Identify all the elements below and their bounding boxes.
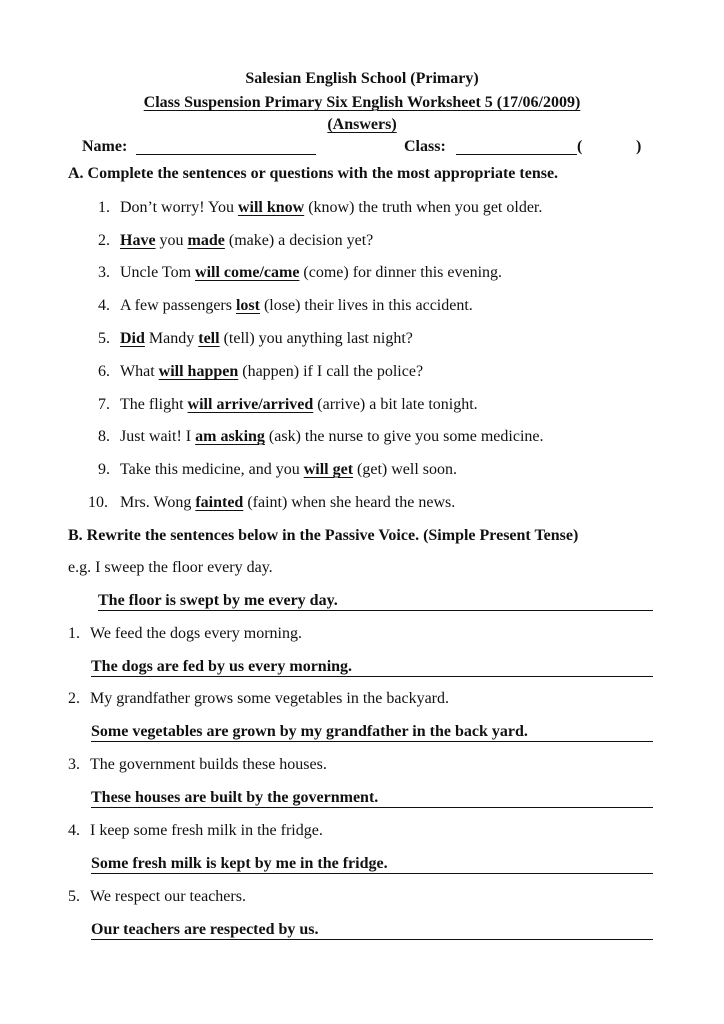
class-number-close-paren: ) — [636, 138, 642, 155]
question-text: I keep some fresh milk in the fridge. — [90, 822, 323, 839]
question-text: We feed the dogs every morning. — [90, 625, 302, 642]
item-text: (get) well soon. — [353, 461, 458, 478]
section-b-answer: Some vegetables are grown by my grandfather in the back yard. — [91, 723, 653, 742]
section-b-answer: Our teachers are respected by us. — [91, 921, 653, 940]
question-text: The government builds these houses. — [90, 756, 327, 773]
item-number: 5. — [98, 330, 110, 347]
item-number: 4. — [98, 297, 110, 314]
answers-label-wrap — [0, 116, 724, 134]
answer-word: will happen — [158, 363, 239, 380]
item-number: 9. — [98, 461, 110, 478]
section-b-question — [68, 822, 323, 840]
item-number: 2. — [98, 232, 110, 249]
section-b-answer: Some fresh milk is kept by me in the fridge. — [91, 855, 653, 874]
answer-word: Did — [120, 330, 145, 347]
section-a-item — [98, 264, 502, 282]
item-number: 1. — [98, 199, 110, 216]
example-question: e.g. I sweep the floor every day. — [68, 559, 273, 576]
answer-word: will get — [303, 461, 354, 478]
section-a-item — [98, 297, 473, 315]
section-b-answer: The dogs are fed by us every morning. — [91, 658, 653, 677]
item-text: Just wait! I — [120, 428, 196, 445]
worksheet-title-wrap — [0, 94, 724, 112]
item-number: 1. — [68, 625, 80, 642]
item-number: 3. — [68, 756, 80, 773]
class-number-open-paren: ( — [577, 138, 583, 155]
section-a-heading: A. Complete the sentences or questions with the most appropriate tense. — [68, 165, 559, 182]
item-text: Mandy — [144, 330, 199, 347]
item-text: What — [120, 363, 159, 380]
item-text: (tell) you anything last night? — [219, 330, 413, 347]
name-blank — [136, 154, 316, 155]
item-number: 5. — [68, 888, 80, 905]
section-b-question — [68, 756, 327, 774]
school-name: Salesian English School (Primary) — [245, 70, 479, 87]
item-text: Uncle Tom — [120, 264, 196, 281]
section-b-question — [68, 690, 449, 708]
item-number: 6. — [98, 363, 110, 380]
item-text: The flight — [120, 396, 188, 413]
answer-word: tell — [198, 330, 220, 347]
section-b-heading: B. Rewrite the sentences below in the Passive Voice. (Simple Present Tense) — [68, 527, 579, 544]
answer-word: made — [187, 232, 225, 249]
answer-word: lost — [235, 297, 260, 314]
answer-word: will come/came — [195, 264, 300, 281]
worksheet-title: Class Suspension Primary Six English Worksheet 5 (17/06/2009) — [143, 94, 581, 111]
answer-word: Have — [120, 232, 156, 249]
section-b-question — [68, 625, 302, 643]
answer-word: will arrive/arrived — [187, 396, 314, 413]
item-text: (faint) when she heard the news. — [243, 494, 456, 511]
item-text: (happen) if I call the police? — [238, 363, 424, 380]
question-text: We respect our teachers. — [90, 888, 246, 905]
item-text: (make) a decision yet? — [224, 232, 374, 249]
question-text: My grandfather grows some vegetables in the backyard. — [90, 690, 449, 707]
answer-word: fainted — [195, 494, 244, 511]
item-number: 2. — [68, 690, 80, 707]
section-a-item — [98, 428, 544, 446]
section-a-item — [98, 363, 423, 381]
example-answer: The floor is swept by me every day. — [98, 592, 653, 611]
answers-label: (Answers) — [327, 116, 397, 133]
item-text: (arrive) a bit late tonight. — [313, 396, 478, 413]
item-text: (come) for dinner this evening. — [299, 264, 503, 281]
section-a-item — [98, 330, 413, 348]
item-number: 3. — [98, 264, 110, 281]
section-b-answer: These houses are built by the government. — [91, 789, 653, 808]
answer-word: will know — [237, 199, 305, 216]
item-number: 10. — [88, 494, 108, 511]
section-a-item — [98, 232, 373, 250]
answer-word: am asking — [195, 428, 265, 445]
item-text: (ask) the nurse to give you some medicine. — [264, 428, 544, 445]
item-text: (know) the truth when you get older. — [304, 199, 543, 216]
item-number: 7. — [98, 396, 110, 413]
item-number: 4. — [68, 822, 80, 839]
name-label: Name: — [82, 138, 128, 155]
item-number: 8. — [98, 428, 110, 445]
item-text: Mrs. Wong — [120, 494, 196, 511]
class-blank — [456, 154, 577, 155]
item-text: Don’t worry! You — [120, 199, 238, 216]
section-b-question — [68, 888, 246, 906]
class-label: Class: — [404, 138, 446, 155]
section-a-item — [88, 494, 455, 512]
section-a-item — [98, 461, 457, 479]
item-text: (lose) their lives in this accident. — [259, 297, 473, 314]
section-a-item — [98, 396, 478, 414]
section-a-item — [98, 199, 542, 217]
item-text: you — [155, 232, 188, 249]
item-text: Take this medicine, and you — [120, 461, 304, 478]
item-text: A few passengers — [120, 297, 236, 314]
